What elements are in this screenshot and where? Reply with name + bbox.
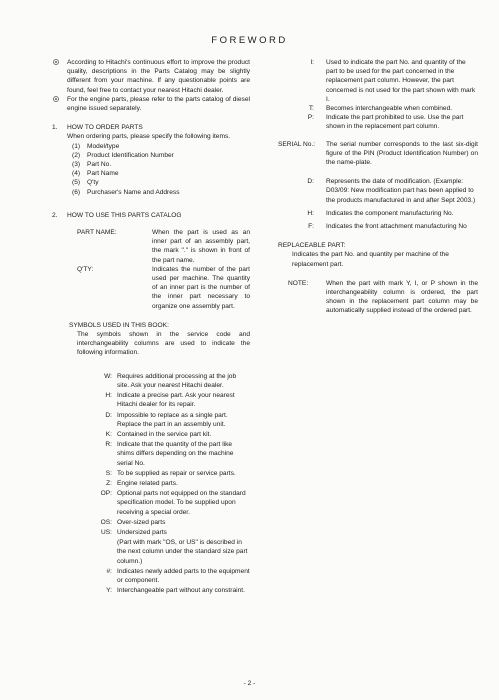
- symbol-description: Indicates the component manufacturing No.: [326, 209, 454, 217]
- symbol-row: [278, 104, 478, 113]
- symbol-description: Becomes interchangeable when combined.: [326, 105, 453, 113]
- symbol-key: D:: [105, 411, 112, 419]
- symbol-row: [55, 479, 250, 488]
- symbol-description: Model/type: [87, 142, 120, 150]
- symbol-key: (6): [72, 188, 81, 196]
- symbol-key: P:: [307, 114, 314, 122]
- symbol-row: [55, 391, 250, 409]
- symbol-key: (5): [72, 179, 81, 187]
- symbol-key: Y:: [106, 587, 112, 595]
- right-column: [278, 58, 478, 316]
- section-number: 1.: [52, 124, 58, 132]
- symbol-description: (Part with mark "OS, or US" is described in the next column under the standard size part column.): [117, 539, 248, 565]
- symbols-heading: SYMBOLS USED IN THIS BOOK:: [69, 321, 169, 329]
- symbol-description: Indicate the part prohibited to use. Use the part shown in the replacement part column.: [326, 114, 464, 131]
- serial-number-definition: SERIAL No.: The serial number corresponds to the last six-digit figure of the PIN (Product Identification Number) on the name-plate.: [278, 140, 478, 167]
- symbol-description: Optional parts not equipped on the standard specification model. To be supplied upon receiving a special order.: [117, 490, 246, 516]
- symbol-description: Contained in the service part kit.: [117, 430, 212, 438]
- symbol-key: OP:: [100, 490, 112, 498]
- section-how-to-use: [52, 211, 250, 596]
- symbol-key: US:: [101, 528, 112, 536]
- symbol-row: [55, 567, 250, 585]
- symbol-description: Product Identification Number: [87, 151, 174, 159]
- order-items-list: [55, 142, 250, 197]
- symbol-row: [55, 411, 250, 429]
- symbol-row: [55, 518, 250, 527]
- order-item: [55, 169, 250, 178]
- symbol-key: D:: [307, 178, 314, 186]
- symbol-row: [55, 430, 250, 439]
- symbol-row: [55, 528, 250, 537]
- symbol-description: Represents the date of modification. (Example: D03/09: New modification part has been applied to the products manufactured in and after Sept 2003.): [326, 178, 476, 204]
- left-column: [52, 58, 250, 595]
- order-item: [55, 151, 250, 160]
- symbol-row: [278, 222, 478, 231]
- symbol-row: [55, 372, 250, 390]
- order-item: [55, 160, 250, 169]
- symbol-row: [278, 177, 478, 205]
- symbol-key: H:: [105, 392, 112, 400]
- symbol-key: R:: [105, 441, 112, 449]
- symbol-description: Engine related parts.: [117, 479, 178, 487]
- symbol-description: Interchangeable part without any constraint.: [117, 587, 245, 595]
- page-number: - 2 -: [243, 680, 256, 687]
- symbol-key: S:: [105, 469, 112, 477]
- right-symbols-list-b: [278, 177, 478, 231]
- order-item: [55, 178, 250, 187]
- symbol-description: Part Name: [87, 170, 119, 178]
- symbol-description: Indicates newly added parts to the equipment or component.: [117, 567, 250, 584]
- bullet-icon: [53, 59, 59, 65]
- symbol-description: Indicate that the quantity of the part like shims differs depending on the machine serial No.: [117, 441, 234, 467]
- symbol-description: Impossible to replace as a single part. Replace the part in an assembly unit.: [117, 411, 228, 428]
- right-symbols-list-a: [278, 58, 478, 132]
- symbol-row: [55, 586, 250, 595]
- symbol-key: I:: [310, 59, 314, 66]
- symbol-key: F:: [308, 223, 314, 231]
- replaceable-heading: REPLACEABLE PART:: [278, 242, 346, 250]
- symbol-key: (2): [72, 151, 81, 159]
- symbol-description: Purchaser's Name and Address: [87, 188, 180, 196]
- order-item: [55, 188, 250, 197]
- section-heading: HOW TO ORDER PARTS: [67, 124, 143, 132]
- symbol-key: (1): [72, 142, 81, 150]
- symbol-row: [55, 469, 250, 478]
- symbol-key: H:: [307, 209, 314, 217]
- note-definition: NOTE: When the part with mark Y, I, or P shown in the interchangeability column is ordered, the part shown in the replacement part column may be automatically supplied instead of the ordered part.: [288, 279, 478, 315]
- symbol-description: Indicate a precise part. Ask your nearest Hitachi dealer for its repair.: [117, 392, 235, 409]
- order-item: [55, 142, 250, 151]
- symbol-row: [278, 58, 478, 104]
- symbol-description: Indicates the front attachment manufacturing No: [326, 223, 467, 231]
- qty-definition: Q'TY: Indicates the number of the part used per machine. The quantity of an inner part is the number of the inner part necessary to organize one assembly part.: [77, 265, 250, 310]
- symbol-row: [55, 489, 250, 517]
- symbol-row: [55, 538, 250, 566]
- intro-paragraph-1: According to Hitachi's continuous effort to improve the product quality, descriptions in the Parts Catalog may be slightly different from your machine. If any questionable points are found, feel free to contact your nearest Hitachi dealer.: [55, 58, 250, 95]
- symbol-description: Over-sized parts: [117, 518, 166, 526]
- symbol-description: Q'ty: [87, 179, 99, 187]
- symbols-list: [55, 372, 250, 596]
- symbol-description: Part No.: [87, 161, 112, 169]
- symbol-description: To be supplied as repair or service parts.: [117, 469, 236, 477]
- symbols-intro: The symbols shown in the service code and interchangeability columns are used to indicate the following information.: [77, 331, 250, 357]
- symbol-row: [278, 209, 478, 218]
- symbol-key: #:: [106, 567, 112, 575]
- symbol-key: OS:: [100, 518, 112, 526]
- section-order-parts: [52, 123, 250, 197]
- part-name-definition: PART NAME: When the part is used as an inner part of an assembly part, the mark "." is shown in front of the part name.: [77, 229, 250, 264]
- replaceable-text: Indicates the part No. and quantity per machine of the replacement part.: [292, 251, 449, 268]
- section-text: When ordering parts, please specify the following items.: [67, 133, 231, 141]
- symbol-key: Z:: [106, 479, 112, 487]
- symbol-key: (3): [72, 161, 81, 169]
- symbol-key: T:: [308, 105, 314, 113]
- symbol-row: [55, 440, 250, 468]
- symbol-key: K:: [105, 430, 112, 438]
- symbol-description: Undersized parts: [117, 528, 167, 536]
- symbol-description: Used to indicate the part No. and quantity of the part to be used for the part concerned in the replacement part column. However, the part concerned is not used for the part shown with mark I.: [326, 59, 476, 103]
- intro-paragraph-2: For the engine parts, please refer to the parts catalog of diesel engine issued separately.: [55, 95, 250, 113]
- symbol-row: [278, 113, 478, 131]
- symbol-key: (4): [72, 170, 81, 178]
- page-title: FOREWORD: [211, 35, 288, 46]
- symbol-key: W:: [104, 372, 112, 380]
- section-heading: HOW TO USE THIS PARTS CATALOG: [67, 211, 182, 219]
- symbol-description: Requires additional processing at the job site. Ask your nearest Hitachi dealer.: [117, 372, 237, 389]
- section-number: 2.: [52, 211, 58, 219]
- bullet-icon: [53, 96, 59, 102]
